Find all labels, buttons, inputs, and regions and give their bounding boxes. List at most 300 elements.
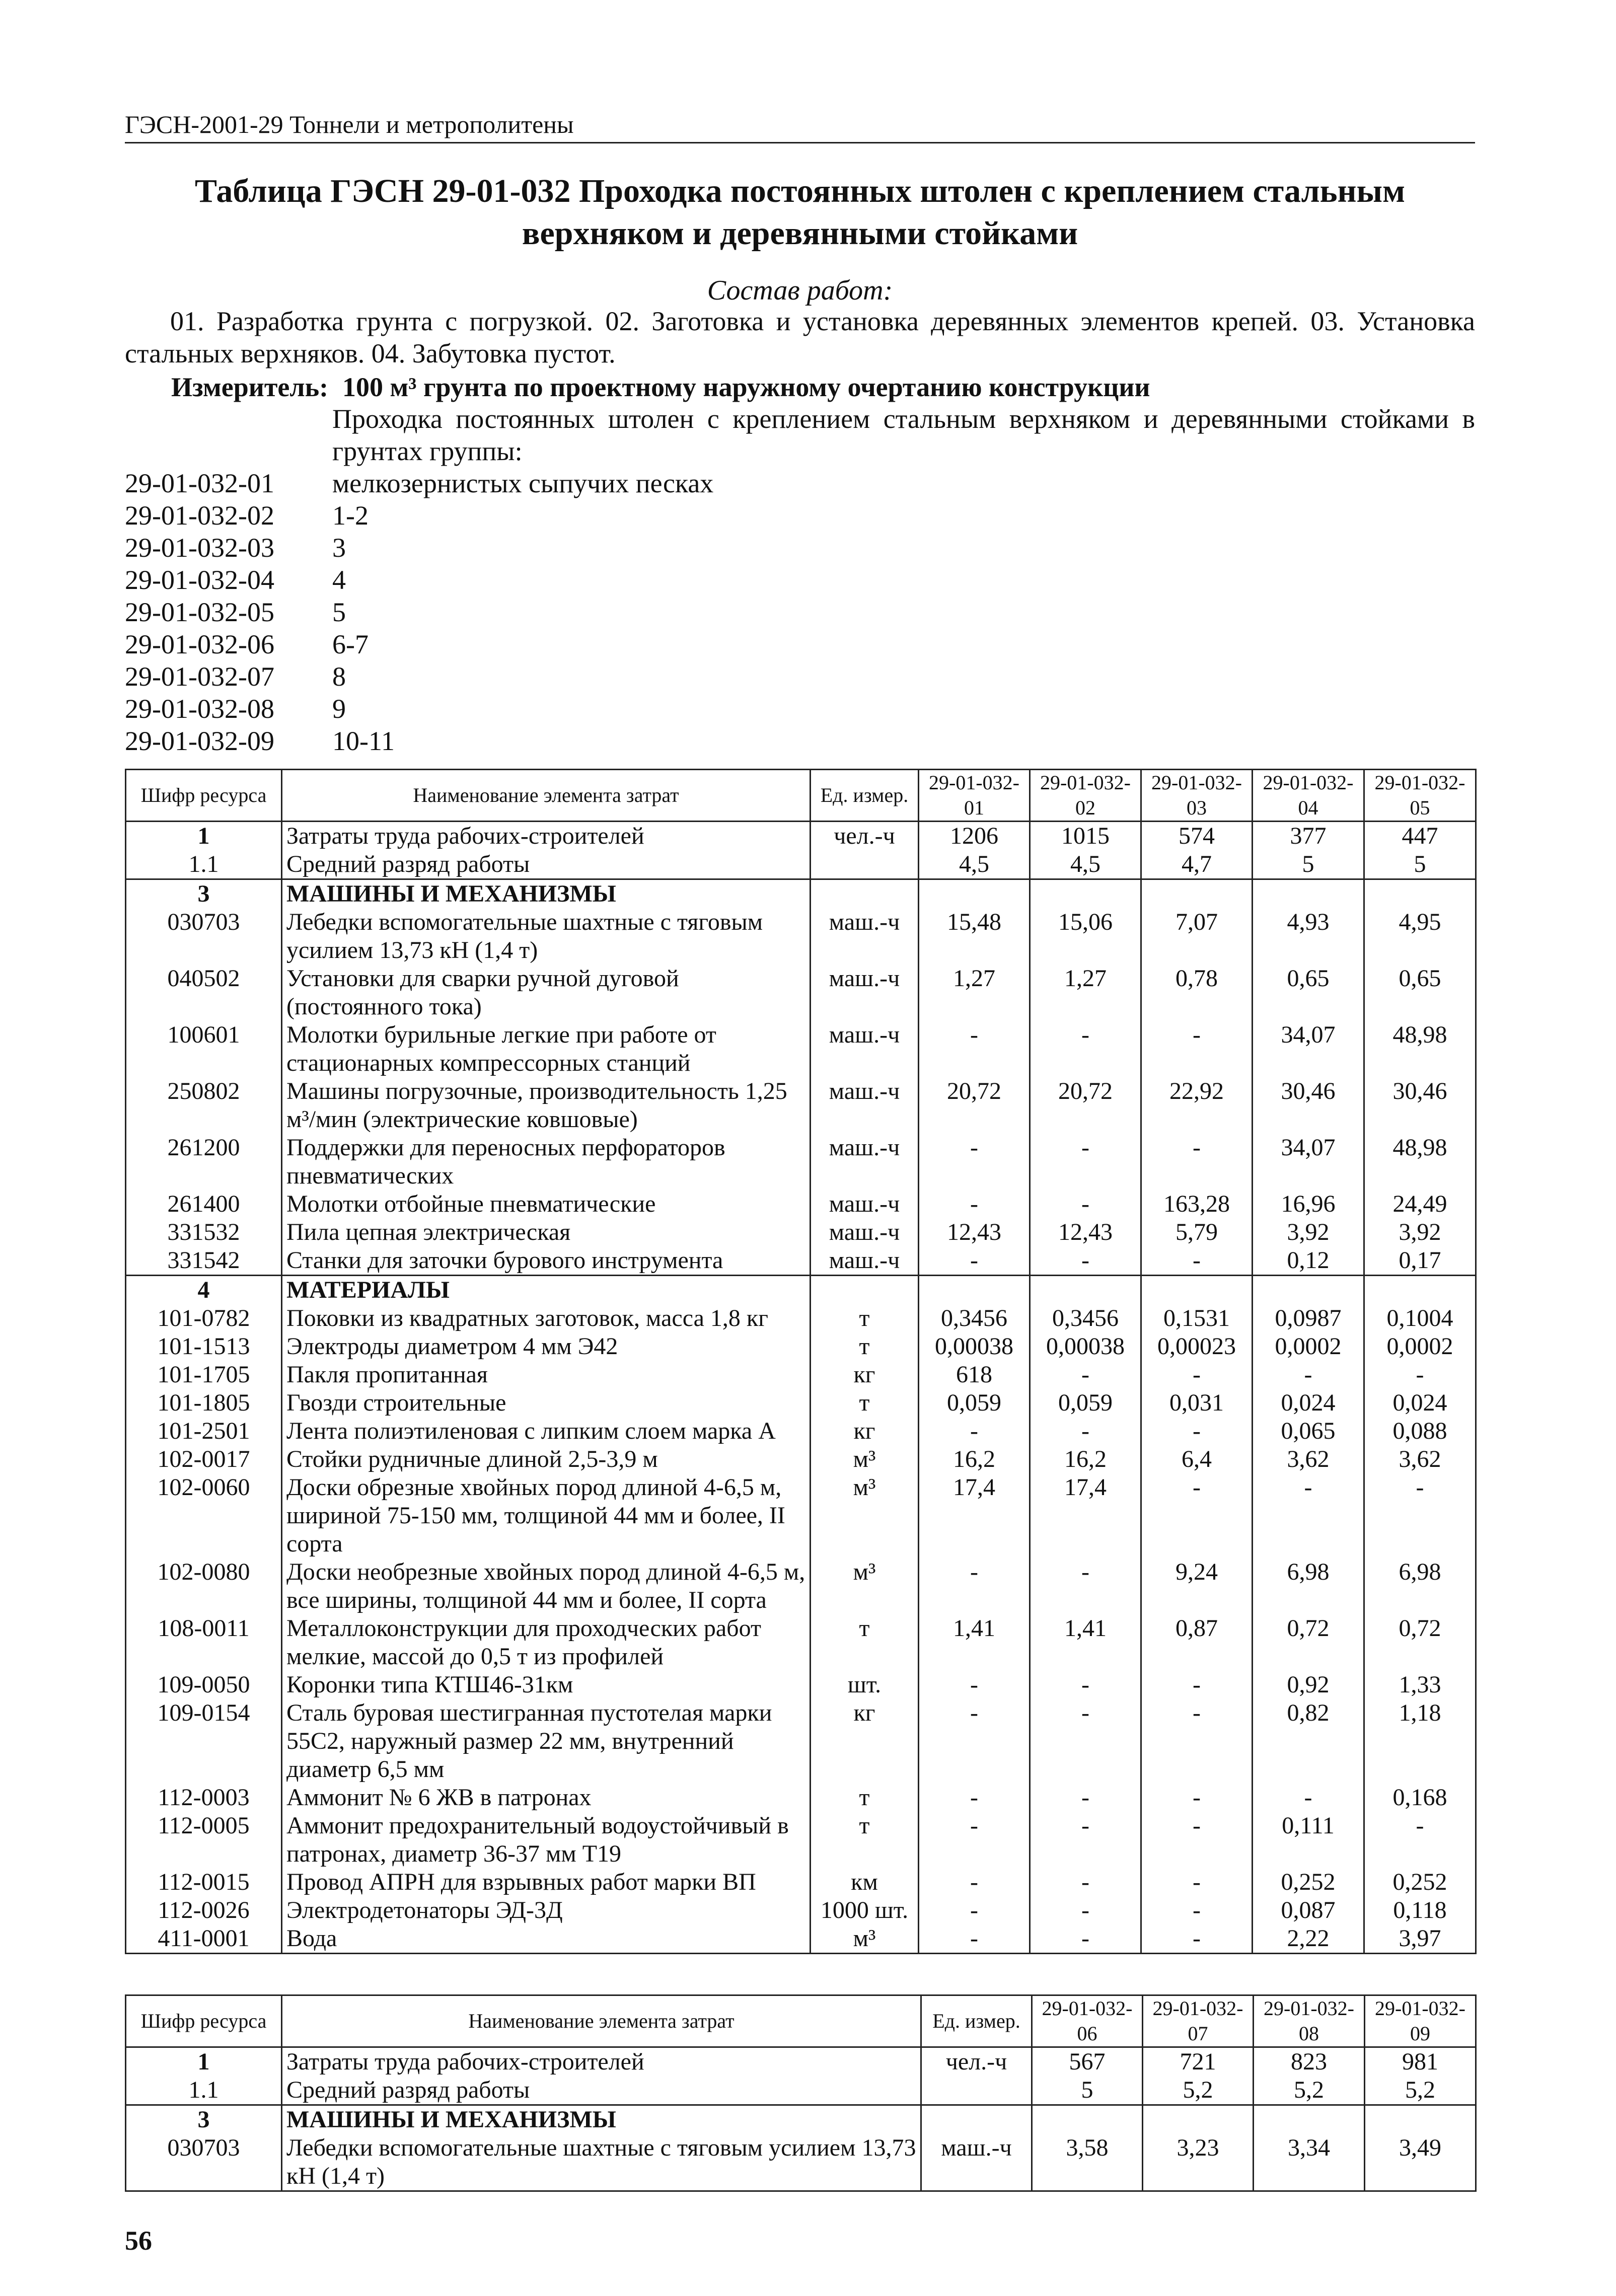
unit-cell: [921, 2076, 1032, 2105]
norm-value-cell: 17,4: [1030, 1473, 1141, 1558]
measurement-unit: [171, 372, 1150, 403]
norm-value-cell: 1,41: [919, 1614, 1030, 1671]
norm-value-cell: [1030, 1276, 1141, 1305]
norm-value-cell: -: [1364, 1361, 1476, 1389]
column-header: 29-01-032-06: [1032, 1995, 1143, 2047]
table-row: [126, 2076, 1476, 2105]
unit-cell: т: [811, 1812, 919, 1868]
norm-code-description: 10-11: [332, 726, 395, 756]
resource-code-cell: 1.1: [126, 2076, 282, 2105]
unit-cell: маш.-ч: [811, 1021, 919, 1077]
resource-code-cell: 3: [126, 879, 282, 909]
column-header: 29-01-032-09: [1365, 1995, 1476, 2047]
unit-cell: м³: [811, 1558, 919, 1614]
norm-value-cell: 0,82: [1253, 1699, 1364, 1784]
norm-code-row: [125, 725, 713, 757]
norm-value-cell: 30,46: [1253, 1077, 1364, 1134]
norm-value-cell: 9,24: [1141, 1558, 1253, 1614]
unit-cell: м³: [811, 1473, 919, 1558]
column-header: 29-01-032-04: [1253, 770, 1364, 822]
cost-element-name-cell: Сталь буровая шестигранная пустотелая марки 55С2, наружный размер 22 мм, внутренний диаметр 6,5 мм: [282, 1699, 811, 1784]
column-header: 29-01-032-01: [919, 770, 1030, 822]
norm-value-cell: [1143, 2105, 1254, 2134]
norm-value-cell: -: [1253, 1473, 1364, 1558]
norm-code-description: мелкозернистых сыпучих песках: [332, 468, 714, 498]
norm-value-cell: 15,06: [1030, 908, 1141, 965]
work-composition-text: 01. Разработка грунта с погрузкой. 02. Заготовка и установка деревянных элементов крепей. 03. Установка стальных верхняков. 04. Забутовка пустот.: [125, 306, 1475, 368]
norm-value-cell: -: [1030, 1134, 1141, 1190]
table-row: [126, 1924, 1476, 1954]
norm-value-cell: 16,96: [1253, 1190, 1364, 1218]
resource-code-cell: 030703: [126, 908, 282, 965]
work-composition-heading: Состав работ:: [707, 275, 893, 306]
norm-value-cell: 0,252: [1253, 1868, 1364, 1896]
table-row: [126, 1445, 1476, 1473]
resource-code-cell: 101-2501: [126, 1417, 282, 1445]
norm-value-cell: 17,4: [919, 1473, 1030, 1558]
norm-value-cell: -: [919, 1021, 1030, 1077]
norm-value-cell: 48,98: [1364, 1134, 1476, 1190]
cost-element-name-cell: Станки для заточки бурового инструмента: [282, 1246, 811, 1276]
norm-value-cell: 34,07: [1253, 1134, 1364, 1190]
norm-code: 29-01-032-07: [125, 661, 274, 692]
resource-code-cell: 030703: [126, 2134, 282, 2191]
norm-value-cell: 3,62: [1364, 1445, 1476, 1473]
cost-element-name-cell: Электроды диаметром 4 мм Э42: [282, 1332, 811, 1361]
norm-value-cell: 6,98: [1364, 1558, 1476, 1614]
table-row: [126, 1190, 1476, 1218]
norm-value-cell: 0,0002: [1364, 1332, 1476, 1361]
norm-value-cell: 163,28: [1141, 1190, 1253, 1218]
cost-element-name-cell: Затраты труда рабочих-строителей: [282, 822, 811, 851]
norm-value-cell: -: [919, 1896, 1030, 1924]
norm-value-cell: -: [1141, 1896, 1253, 1924]
norm-value-cell: 574: [1141, 822, 1253, 851]
cost-element-name-cell: МАШИНЫ И МЕХАНИЗМЫ: [282, 879, 811, 909]
norm-code-description: 5: [332, 597, 346, 627]
norm-value-cell: 0,024: [1364, 1389, 1476, 1417]
norm-value-cell: -: [1141, 1699, 1253, 1784]
column-header: Наименование элемента затрат: [282, 770, 811, 822]
norm-value-cell: 0,088: [1364, 1417, 1476, 1445]
norm-value-cell: 0,12: [1253, 1246, 1364, 1276]
cost-element-name-cell: Средний разряд работы: [282, 2076, 921, 2105]
cost-element-name-cell: Машины погрузочные, производительность 1,25 м³/мин (электрические ковшовые): [282, 1077, 811, 1134]
norm-code-row: [125, 564, 713, 596]
norm-value-cell: 377: [1253, 822, 1364, 851]
resource-code-cell: 411-0001: [126, 1924, 282, 1954]
unit-cell: маш.-ч: [811, 908, 919, 965]
resource-code-cell: 112-0005: [126, 1812, 282, 1868]
table-row: [126, 1699, 1476, 1784]
unit-cell: маш.-ч: [811, 965, 919, 1021]
norm-value-cell: 30,46: [1364, 1077, 1476, 1134]
norm-code-description: 4: [332, 565, 346, 595]
cost-element-name-cell: Электродетонаторы ЭД-3Д: [282, 1896, 811, 1924]
norm-value-cell: 5,2: [1365, 2076, 1476, 2105]
norm-code: 29-01-032-01: [125, 468, 274, 498]
norm-value-cell: -: [1364, 1812, 1476, 1868]
cost-element-name-cell: Металлоконструкции для проходческих работ мелкие, массой до 0,5 т из профилей: [282, 1614, 811, 1671]
table-row: [126, 2134, 1476, 2191]
norm-value-cell: -: [1141, 1784, 1253, 1812]
norm-value-cell: 48,98: [1364, 1021, 1476, 1077]
norm-value-cell: 0,1004: [1364, 1304, 1476, 1332]
norm-value-cell: 4,93: [1253, 908, 1364, 965]
norm-value-cell: -: [1030, 1896, 1141, 1924]
norm-value-cell: 0,024: [1253, 1389, 1364, 1417]
norm-value-cell: 3,23: [1143, 2134, 1254, 2191]
cost-element-name-cell: МАТЕРИАЛЫ: [282, 1276, 811, 1305]
cost-element-name-cell: Доски обрезные хвойных пород длиной 4-6,5 м, шириной 75-150 мм, толщиной 44 мм и более, II сорта: [282, 1473, 811, 1558]
norm-value-cell: 0,059: [1030, 1389, 1141, 1417]
norm-value-cell: -: [1141, 1361, 1253, 1389]
norm-value-cell: 3,62: [1253, 1445, 1364, 1473]
norm-value-cell: -: [1030, 1784, 1141, 1812]
unit-cell: [811, 850, 919, 879]
table-row: [126, 1077, 1476, 1134]
norm-value-cell: -: [1141, 1924, 1253, 1954]
column-header: Шифр ресурса: [126, 770, 282, 822]
unit-cell: м³: [811, 1445, 919, 1473]
norm-value-cell: 3,97: [1364, 1924, 1476, 1954]
norm-value-cell: 0,00023: [1141, 1332, 1253, 1361]
norm-value-cell: 0,0987: [1253, 1304, 1364, 1332]
column-header: Наименование элемента затрат: [282, 1995, 921, 2047]
norm-value-cell: 0,92: [1253, 1671, 1364, 1699]
norm-code-description: 1-2: [332, 500, 369, 531]
norm-value-cell: 618: [919, 1361, 1030, 1389]
norm-value-cell: 4,7: [1141, 850, 1253, 879]
unit-cell: чел.-ч: [811, 822, 919, 851]
norm-value-cell: -: [1141, 1134, 1253, 1190]
norm-value-cell: 0,118: [1364, 1896, 1476, 1924]
unit-cell: кг: [811, 1417, 919, 1445]
cost-element-name-cell: Аммонит № 6 ЖВ в патронах: [282, 1784, 811, 1812]
resource-code-cell: 040502: [126, 965, 282, 1021]
norm-value-cell: 1,27: [919, 965, 1030, 1021]
norm-value-cell: -: [919, 1558, 1030, 1614]
cost-element-name-cell: Поддержки для переносных перфораторов пневматических: [282, 1134, 811, 1190]
resource-code-cell: 261200: [126, 1134, 282, 1190]
norm-code: 29-01-032-03: [125, 533, 274, 563]
resource-code-cell: 101-1705: [126, 1361, 282, 1389]
norm-code: 29-01-032-05: [125, 597, 274, 627]
norm-value-cell: 0,168: [1364, 1784, 1476, 1812]
cost-element-name-cell: Аммонит предохранительный водоустойчивый в патронах, диаметр 36-37 мм Т19: [282, 1812, 811, 1868]
norm-value-cell: 2,22: [1253, 1924, 1364, 1954]
norm-value-cell: 12,43: [1030, 1218, 1141, 1246]
cost-element-name-cell: Гвозди строительные: [282, 1389, 811, 1417]
unit-cell: 1000 шт.: [811, 1896, 919, 1924]
norm-value-cell: -: [919, 1671, 1030, 1699]
norm-code-description: 8: [332, 661, 346, 692]
running-header: ГЭСН-2001-29 Тоннели и метрополитены: [125, 110, 1475, 143]
table-row: [126, 1218, 1476, 1246]
table-row: [126, 879, 1476, 909]
norm-value-cell: 0,3456: [1030, 1304, 1141, 1332]
norm-value-cell: 1,27: [1030, 965, 1141, 1021]
resource-code-cell: 331532: [126, 1218, 282, 1246]
norm-value-cell: 20,72: [919, 1077, 1030, 1134]
resource-code-cell: 101-1513: [126, 1332, 282, 1361]
norm-value-cell: 0,3456: [919, 1304, 1030, 1332]
unit-cell: маш.-ч: [811, 1218, 919, 1246]
cost-element-name-cell: Молотки отбойные пневматические: [282, 1190, 811, 1218]
norm-value-cell: -: [1030, 1190, 1141, 1218]
norm-value-cell: -: [1364, 1473, 1476, 1558]
unit-cell: [811, 879, 919, 909]
norm-value-cell: -: [1253, 1361, 1364, 1389]
norm-value-cell: -: [1030, 1417, 1141, 1445]
norm-value-cell: 1206: [919, 822, 1030, 851]
table-row: [126, 850, 1476, 879]
unit-cell: т: [811, 1784, 919, 1812]
norm-value-cell: 0,087: [1253, 1896, 1364, 1924]
norm-code: 29-01-032-08: [125, 694, 274, 724]
table-row: [126, 2105, 1476, 2134]
table-row: [126, 1361, 1476, 1389]
norm-value-cell: [1032, 2105, 1143, 2134]
norm-code-row: [125, 499, 713, 532]
column-header: 29-01-032-05: [1364, 770, 1476, 822]
resource-table-1: [125, 769, 1477, 1954]
page-number: 56: [125, 2226, 152, 2256]
table-row: [126, 1614, 1476, 1671]
resource-code-cell: 112-0003: [126, 1784, 282, 1812]
table-row: [126, 822, 1476, 851]
norm-value-cell: -: [919, 1784, 1030, 1812]
unit-cell: т: [811, 1614, 919, 1671]
unit-cell: т: [811, 1389, 919, 1417]
unit-cell: км: [811, 1868, 919, 1896]
norm-value-cell: -: [1141, 1812, 1253, 1868]
norm-value-cell: -: [919, 1190, 1030, 1218]
table-row: [126, 1473, 1476, 1558]
norm-value-cell: -: [1030, 1812, 1141, 1868]
norm-value-cell: 0,65: [1253, 965, 1364, 1021]
norm-value-cell: 3,49: [1365, 2134, 1476, 2191]
norm-value-cell: 0,78: [1141, 965, 1253, 1021]
norm-value-cell: 0,72: [1364, 1614, 1476, 1671]
table-row: [126, 1784, 1476, 1812]
resource-code-cell: 1: [126, 2047, 282, 2077]
cost-element-name-cell: Поковки из квадратных заготовок, масса 1,8 кг: [282, 1304, 811, 1332]
norm-value-cell: 0,0002: [1253, 1332, 1364, 1361]
norm-value-cell: 3,92: [1253, 1218, 1364, 1246]
norm-value-cell: 22,92: [1141, 1077, 1253, 1134]
norm-value-cell: -: [1141, 1021, 1253, 1077]
norm-value-cell: 3,92: [1364, 1218, 1476, 1246]
norm-intro: Проходка постоянных штолен с креплением стальным верхняком и деревянными стойками в грунтах группы:: [332, 404, 1475, 466]
norm-value-cell: -: [919, 1868, 1030, 1896]
norm-value-cell: 0,00038: [1030, 1332, 1141, 1361]
norm-value-cell: 0,059: [919, 1389, 1030, 1417]
resource-table-2: [125, 1994, 1477, 2192]
resource-code-cell: 331542: [126, 1246, 282, 1276]
cost-element-name-cell: Лебедки вспомогательные шахтные с тяговым усилием 13,73 кН (1,4 т): [282, 908, 811, 965]
norm-code-row: [125, 596, 713, 628]
norm-value-cell: 16,2: [1030, 1445, 1141, 1473]
cost-element-name-cell: Лебедки вспомогательные шахтные с тяговым усилием 13,73 кН (1,4 т): [282, 2134, 921, 2191]
norm-value-cell: -: [919, 1812, 1030, 1868]
norm-value-cell: -: [1030, 1021, 1141, 1077]
norm-value-cell: 4,5: [919, 850, 1030, 879]
norm-value-cell: -: [919, 1246, 1030, 1276]
norm-value-cell: [1364, 1276, 1476, 1305]
norm-code: 29-01-032-06: [125, 629, 274, 659]
column-header: 29-01-032-02: [1030, 770, 1141, 822]
cost-element-name-cell: Провод АПРН для взрывных работ марки ВП: [282, 1868, 811, 1896]
norm-code-row: [125, 693, 713, 725]
norm-value-cell: -: [1141, 1246, 1253, 1276]
resource-code-cell: 101-0782: [126, 1304, 282, 1332]
unit-cell: маш.-ч: [811, 1134, 919, 1190]
table-row: [126, 1558, 1476, 1614]
norm-value-cell: 24,49: [1364, 1190, 1476, 1218]
norm-value-cell: 6,98: [1253, 1558, 1364, 1614]
table-row: [126, 1812, 1476, 1868]
table-row: [126, 2047, 1476, 2077]
cost-element-name-cell: Затраты труда рабочих-строителей: [282, 2047, 921, 2077]
cost-element-name-cell: Вода: [282, 1924, 811, 1954]
measurement-unit-label: Измеритель:: [171, 372, 329, 402]
norm-value-cell: 567: [1032, 2047, 1143, 2077]
norm-code: 29-01-032-09: [125, 726, 274, 756]
norm-value-cell: 4,95: [1364, 908, 1476, 965]
norm-value-cell: [919, 1276, 1030, 1305]
resource-code-cell: 102-0080: [126, 1558, 282, 1614]
unit-cell: м³: [811, 1924, 919, 1954]
norm-value-cell: 0,065: [1253, 1417, 1364, 1445]
norm-value-cell: [1365, 2105, 1476, 2134]
norm-value-cell: [1254, 2105, 1365, 2134]
norm-value-cell: 5,2: [1143, 2076, 1254, 2105]
column-header: Ед. измер.: [811, 770, 919, 822]
norm-value-cell: 0,17: [1364, 1246, 1476, 1276]
norm-value-cell: -: [1141, 1868, 1253, 1896]
norm-value-cell: -: [1030, 1558, 1141, 1614]
norm-code: 29-01-032-04: [125, 565, 274, 595]
table-row: [126, 1389, 1476, 1417]
norm-code: 29-01-032-02: [125, 500, 274, 531]
norm-value-cell: 0,111: [1253, 1812, 1364, 1868]
table-row: [126, 1417, 1476, 1445]
table-row: [126, 1332, 1476, 1361]
norm-value-cell: -: [919, 1134, 1030, 1190]
unit-cell: маш.-ч: [811, 1077, 919, 1134]
unit-cell: [811, 1276, 919, 1305]
norm-value-cell: 20,72: [1030, 1077, 1141, 1134]
norm-value-cell: -: [919, 1417, 1030, 1445]
norm-code-list: [125, 467, 713, 757]
resource-code-cell: 108-0011: [126, 1614, 282, 1671]
norm-value-cell: -: [1030, 1246, 1141, 1276]
cost-element-name-cell: МАШИНЫ И МЕХАНИЗМЫ: [282, 2105, 921, 2134]
norm-value-cell: -: [1141, 1473, 1253, 1558]
resource-code-cell: 1: [126, 822, 282, 851]
norm-value-cell: 3,58: [1032, 2134, 1143, 2191]
norm-value-cell: 1,18: [1364, 1699, 1476, 1784]
column-header: Ед. измер.: [921, 1995, 1032, 2047]
cost-element-name-cell: Лента полиэтиленовая с липким слоем марка А: [282, 1417, 811, 1445]
norm-value-cell: 16,2: [919, 1445, 1030, 1473]
norm-value-cell: 5,79: [1141, 1218, 1253, 1246]
norm-code-description: 9: [332, 694, 346, 724]
unit-cell: кг: [811, 1361, 919, 1389]
resource-code-cell: 4: [126, 1276, 282, 1305]
norm-value-cell: -: [1030, 1924, 1141, 1954]
norm-code-row: [125, 532, 713, 564]
norm-value-cell: 5,2: [1254, 2076, 1365, 2105]
table-row: [126, 1021, 1476, 1077]
table-row: [126, 1276, 1476, 1305]
norm-value-cell: -: [1253, 1784, 1364, 1812]
norm-value-cell: -: [1030, 1671, 1141, 1699]
table-row: [126, 1134, 1476, 1190]
norm-value-cell: 5: [1032, 2076, 1143, 2105]
norm-value-cell: [1253, 1276, 1364, 1305]
resource-code-cell: 102-0060: [126, 1473, 282, 1558]
norm-code-row: [125, 467, 713, 499]
norm-value-cell: 0,65: [1364, 965, 1476, 1021]
norm-value-cell: -: [1030, 1361, 1141, 1389]
unit-cell: т: [811, 1332, 919, 1361]
unit-cell: маш.-ч: [921, 2134, 1032, 2191]
norm-value-cell: 34,07: [1253, 1021, 1364, 1077]
norm-value-cell: 0,00038: [919, 1332, 1030, 1361]
norm-value-cell: 5: [1253, 850, 1364, 879]
norm-value-cell: 3,34: [1254, 2134, 1365, 2191]
norm-value-cell: 7,07: [1141, 908, 1253, 965]
norm-value-cell: 1015: [1030, 822, 1141, 851]
norm-value-cell: -: [919, 1924, 1030, 1954]
norm-value-cell: 15,48: [919, 908, 1030, 965]
cost-element-name-cell: Средний разряд работы: [282, 850, 811, 879]
column-header: 29-01-032-03: [1141, 770, 1253, 822]
norm-code-description: 3: [332, 533, 346, 563]
norm-value-cell: [1253, 879, 1364, 909]
column-header: 29-01-032-07: [1143, 1995, 1254, 2047]
norm-value-cell: [1030, 879, 1141, 909]
table-row: [126, 1246, 1476, 1276]
column-header: 29-01-032-08: [1254, 1995, 1365, 2047]
resource-code-cell: 102-0017: [126, 1445, 282, 1473]
table-title: Таблица ГЭСН 29-01-032 Проходка постоянных штолен с креплением стальным верхняком и деревянными стойками: [194, 173, 1406, 252]
norm-code-description: 6-7: [332, 629, 369, 659]
norm-value-cell: -: [1141, 1671, 1253, 1699]
norm-value-cell: 1,41: [1030, 1614, 1141, 1671]
resource-code-cell: 112-0015: [126, 1868, 282, 1896]
norm-value-cell: 981: [1365, 2047, 1476, 2077]
table-row: [126, 908, 1476, 965]
unit-cell: т: [811, 1304, 919, 1332]
norm-value-cell: -: [1030, 1699, 1141, 1784]
unit-cell: кг: [811, 1699, 919, 1784]
cost-element-name-cell: Коронки типа КТШ46-31км: [282, 1671, 811, 1699]
cost-element-name-cell: Молотки бурильные легкие при работе от стационарных компрессорных станций: [282, 1021, 811, 1077]
norm-value-cell: 0,252: [1364, 1868, 1476, 1896]
resource-code-cell: 250802: [126, 1077, 282, 1134]
cost-element-name-cell: Доски необрезные хвойных пород длиной 4-6,5 м, все ширины, толщиной 44 мм и более, II сорта: [282, 1558, 811, 1614]
norm-value-cell: -: [1030, 1868, 1141, 1896]
norm-value-cell: [1141, 879, 1253, 909]
norm-value-cell: 823: [1254, 2047, 1365, 2077]
unit-cell: чел.-ч: [921, 2047, 1032, 2077]
unit-cell: маш.-ч: [811, 1246, 919, 1276]
norm-value-cell: 721: [1143, 2047, 1254, 2077]
unit-cell: [921, 2105, 1032, 2134]
